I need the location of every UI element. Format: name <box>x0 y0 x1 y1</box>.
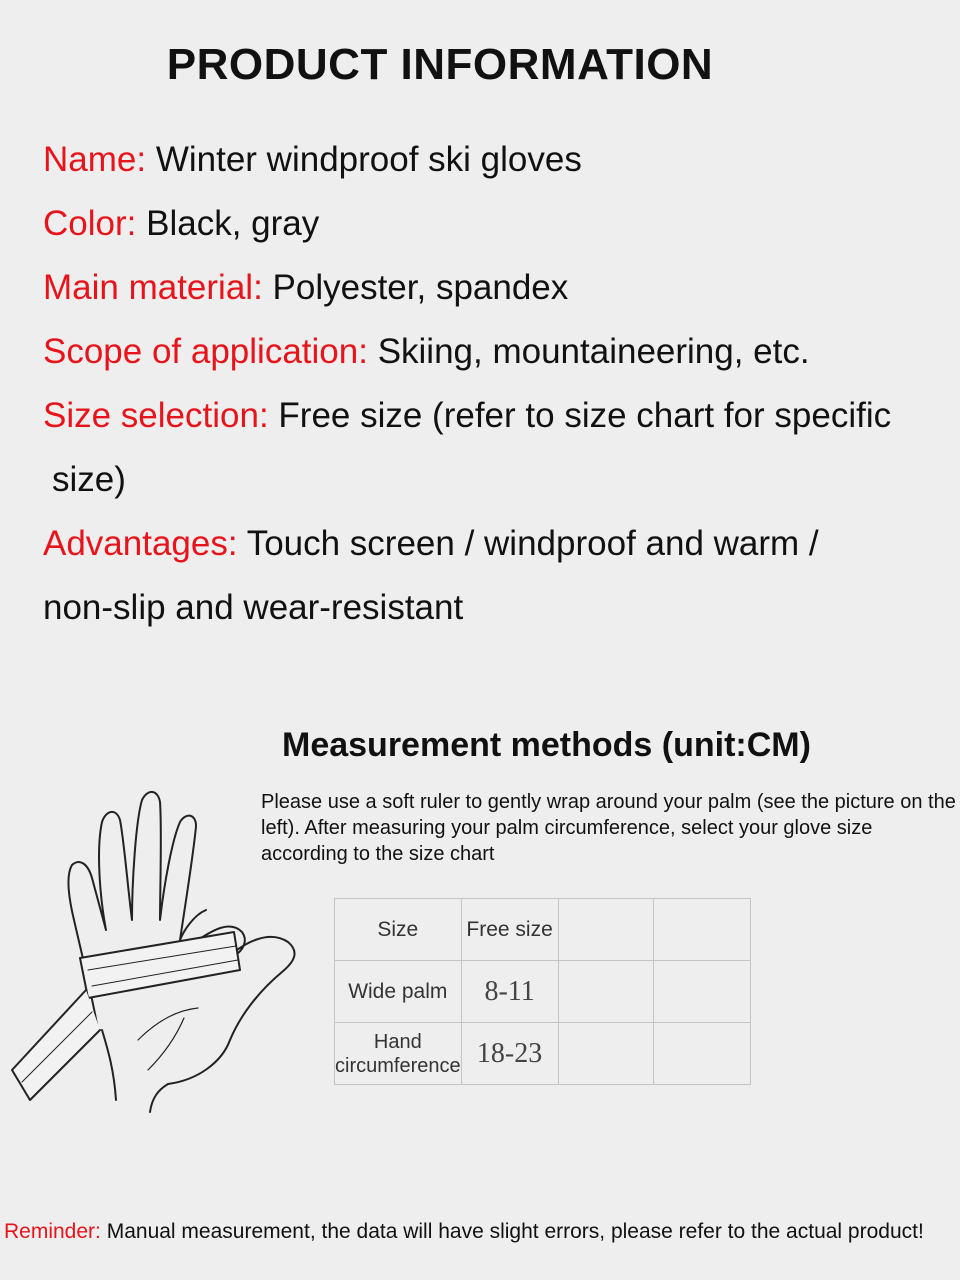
info-value: Touch screen / windproof and warm / <box>246 524 819 563</box>
table-cell <box>653 899 750 961</box>
page-title: PRODUCT INFORMATION <box>166 40 714 89</box>
info-label: Name: <box>43 140 147 179</box>
table-row <box>335 1023 751 1085</box>
info-scope <box>43 320 943 384</box>
table-cell <box>653 1023 750 1085</box>
info-name <box>43 128 943 192</box>
info-size-continuation: size) <box>52 460 126 499</box>
info-value: Free size (refer to size chart for specific <box>278 396 892 435</box>
table-cell <box>653 961 750 1023</box>
reminder-text: Manual measurement, the data will have slight errors, please refer to the actual product! <box>106 1220 924 1243</box>
info-value: Winter windproof ski gloves <box>155 140 582 179</box>
table-cell: Hand circumference <box>335 1023 462 1085</box>
info-material <box>43 256 943 320</box>
reminder-label: Reminder: <box>4 1220 101 1243</box>
product-info <box>43 128 943 640</box>
info-label: Color: <box>43 204 137 243</box>
measurement-title <box>282 726 922 765</box>
info-label: Main material: <box>43 268 263 307</box>
info-advantages <box>43 512 943 576</box>
size-chart-table <box>334 898 751 1085</box>
info-label: Scope of application: <box>43 332 368 371</box>
info-value: Polyester, spandex <box>272 268 569 307</box>
table-row <box>335 899 751 961</box>
measurement-unit: (unit:CM) <box>661 726 811 764</box>
table-row <box>335 961 751 1023</box>
table-cell: Wide palm <box>335 961 462 1023</box>
measurement-description: Please use a soft ruler to gently wrap around your palm (see the picture on the left). After measuring your palm circumference, select your glove size according to the size chart <box>261 791 956 865</box>
info-label: Size selection: <box>43 396 269 435</box>
table-cell: Size <box>335 899 462 961</box>
info-size <box>43 384 943 448</box>
info-value: Black, gray <box>146 204 320 243</box>
info-value: Skiing, mountaineering, etc. <box>377 332 810 371</box>
hand-measurement-illustration <box>8 780 318 1120</box>
table-cell <box>558 961 653 1023</box>
info-label: Advantages: <box>43 524 238 563</box>
table-cell <box>558 899 653 961</box>
measurement-heading: Measurement methods <box>282 726 653 764</box>
info-color <box>43 192 943 256</box>
info-advantages-continuation: non-slip and wear-resistant <box>43 588 464 627</box>
table-cell: 18-23 <box>461 1023 558 1085</box>
table-cell: Free size <box>461 899 558 961</box>
table-cell: 8-11 <box>461 961 558 1023</box>
reminder <box>4 1220 960 1244</box>
table-cell <box>558 1023 653 1085</box>
